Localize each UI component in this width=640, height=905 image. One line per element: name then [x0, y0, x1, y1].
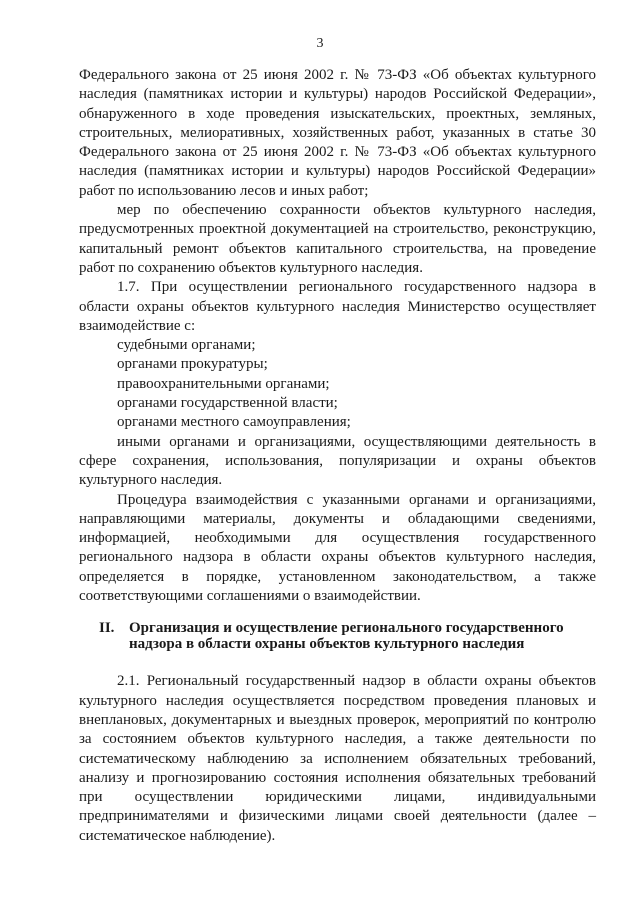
- paragraph-other-bodies: иными органами и организациями, осуществляющими деятельность в сфере сохранения, использования, популяризации и охраны объектов культурного наследия.: [79, 433, 596, 489]
- list-item-courts: судебными органами;: [117, 337, 256, 354]
- paragraph-law-reference: Федерального закона от 25 июня 2002 г. № 73-ФЗ «Об объектах культурного наследия (памятниках истории и культуры) народов Российской Федерации», обнаруженного в ходе проведения изыскательских, проектных, земляных, строительных, мелиоративных, хозяйственных работ, указанных в статье 30 Федерального закона от 25 июня 2002 г. № 73-ФЗ «Об объектах культурного наследия (памятниках истории и культуры) народов Российской Федерации» работ по использованию лесов и иных работ;: [79, 67, 596, 199]
- paragraph-interaction-procedure: Процедура взаимодействия с указанными органами и организациями, направляющими материалы, документы и обладающими сведениями, информацией, необходимыми для осуществления государственного регионального надзора в области охраны объектов культурного наследия, определяется в порядке, установленном законодательством, а также соответствующими соглашениями о взаимодействии.: [79, 491, 596, 605]
- list-item-prosecutors: органами прокуратуры;: [117, 356, 268, 373]
- paragraph-preservation-measures: мер по обеспечению сохранности объектов культурного наследия, предусмотренных проектной документацией на строительство, реконструкцию, капитальный ремонт объектов капитального строительства, на проведение работ по сохранению объектов культурного наследия.: [79, 202, 596, 276]
- section-number: II.: [99, 620, 115, 637]
- list-item-local-government: органами местного самоуправления;: [117, 414, 351, 431]
- paragraph-1-7: 1.7. При осуществлении регионального государственного надзора в области охраны объектов культурного наследия Министерство осуществляет взаимодействие с:: [79, 279, 596, 334]
- list-item-law-enforcement: правоохранительными органами;: [117, 375, 330, 392]
- section-title: Организация и осуществление регионального государственного надзора в области охраны объектов культурного наследия: [129, 620, 564, 653]
- list-item-state-authorities: органами государственной власти;: [117, 395, 338, 412]
- document-body: [79, 66, 596, 846]
- paragraph-2-1: 2.1. Региональный государственный надзор в области охраны объектов культурного наследия осуществляется посредством проведения плановых и внеплановых, документарных и выездных проверок, мероприятий по контролю за состоянием объектов культурного наследия, а также деятельности по систематическому наблюдению за исполнением обязательных требований, анализу и прогнозированию состояния исполнения обязательных требований при осуществлении юридическими лицами, индивидуальными предпринимателями и физическими лицами своей деятельности (далее – систематическое наблюдение).: [79, 673, 596, 844]
- section-heading: [79, 620, 596, 652]
- page-number: 3: [316, 36, 324, 51]
